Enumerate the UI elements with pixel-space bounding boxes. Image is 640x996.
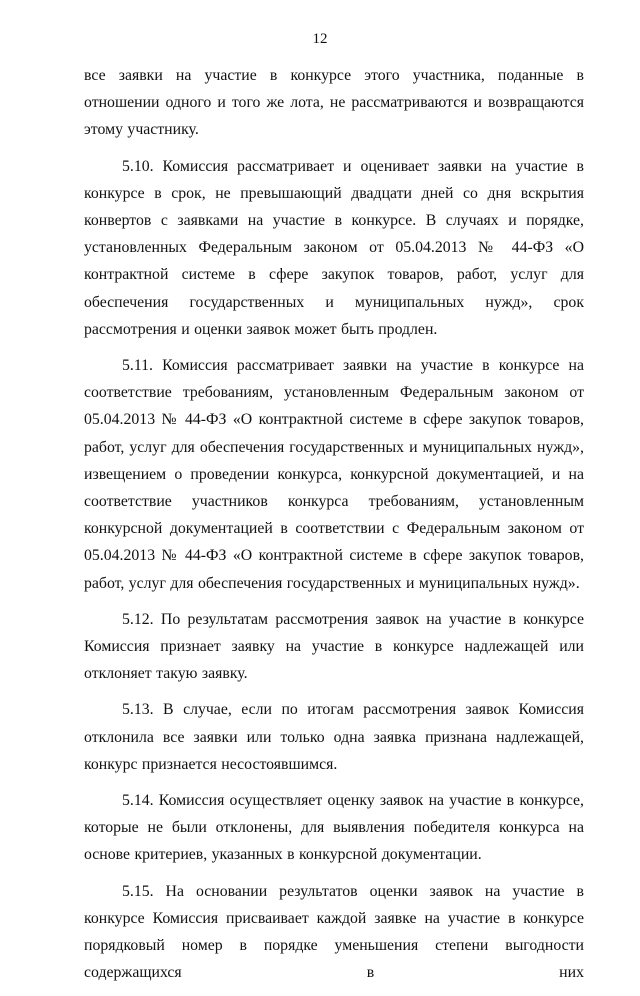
paragraph-continuation: все заявки на участие в конкурсе этого участника, поданные в отношении одного и того же лота, не рассматриваются и возвращаются этому участнику. — [84, 67, 584, 139]
paragraph-5-14: 5.14. Комиссия осуществляет оценку заявок на участие в конкурсе, которые не были отклонены, для выявления победителя конкурса на основе критериев, указанных в конкурсной документации. — [84, 792, 584, 864]
paragraph-5-10: 5.10. Комиссия рассматривает и оценивает заявки на участие в конкурсе в срок, не превышающий двадцати дней со дня вскрытия конвертов с заявками на участие в конкурсе. В случаях и порядке, установленных Федеральным законом от 05.04.2013 № 44-ФЗ «О контрактной системе в сфере закупок товаров, работ, услуг для обеспечения государственных и муниципальных нужд», срок рассмотрения и оценки заявок может быть продлен. — [84, 157, 584, 338]
paragraph-5-13: 5.13. В случае, если по итогам рассмотрения заявок Комиссия отклонила все заявки или только одна заявка признана надлежащей, конкурс признается несостоявшимся. — [84, 701, 584, 773]
paragraph-5-15: 5.15. На основании результатов оценки заявок на участие в конкурсе Комиссия присваивает каждой заявке на участие в конкурсе порядковый номер в порядке уменьшения степени выгодности содержащихся в них — [84, 882, 584, 982]
paragraph-5-11: 5.11. Комиссия рассматривает заявки на участие в конкурсе на соответствие требованиям, установленным Федеральным законом от 05.04.2013 № 44-ФЗ «О контрактной системе в сфере закупок товаров, работ, услуг для обеспечения государственных и муниципальных нужд», извещением о проведении конкурса, конкурсной документацией, и на соответствие участников конкурса требованиям, установленным конкурсной документацией в соответствии с Федеральным законом от 05.04.2013 № 44-ФЗ «О контрактной системе в сфере закупок товаров, работ, услуг для обеспечения государственных и муниципальных нужд». — [84, 357, 584, 592]
document-body — [84, 62, 584, 996]
paragraph-5-12: 5.12. По результатам рассмотрения заявок на участие в конкурсе Комиссия признает заявку на участие в конкурсе надлежащей или отклоняет такую заявку. — [84, 610, 584, 683]
page-number: 12 — [312, 31, 328, 47]
